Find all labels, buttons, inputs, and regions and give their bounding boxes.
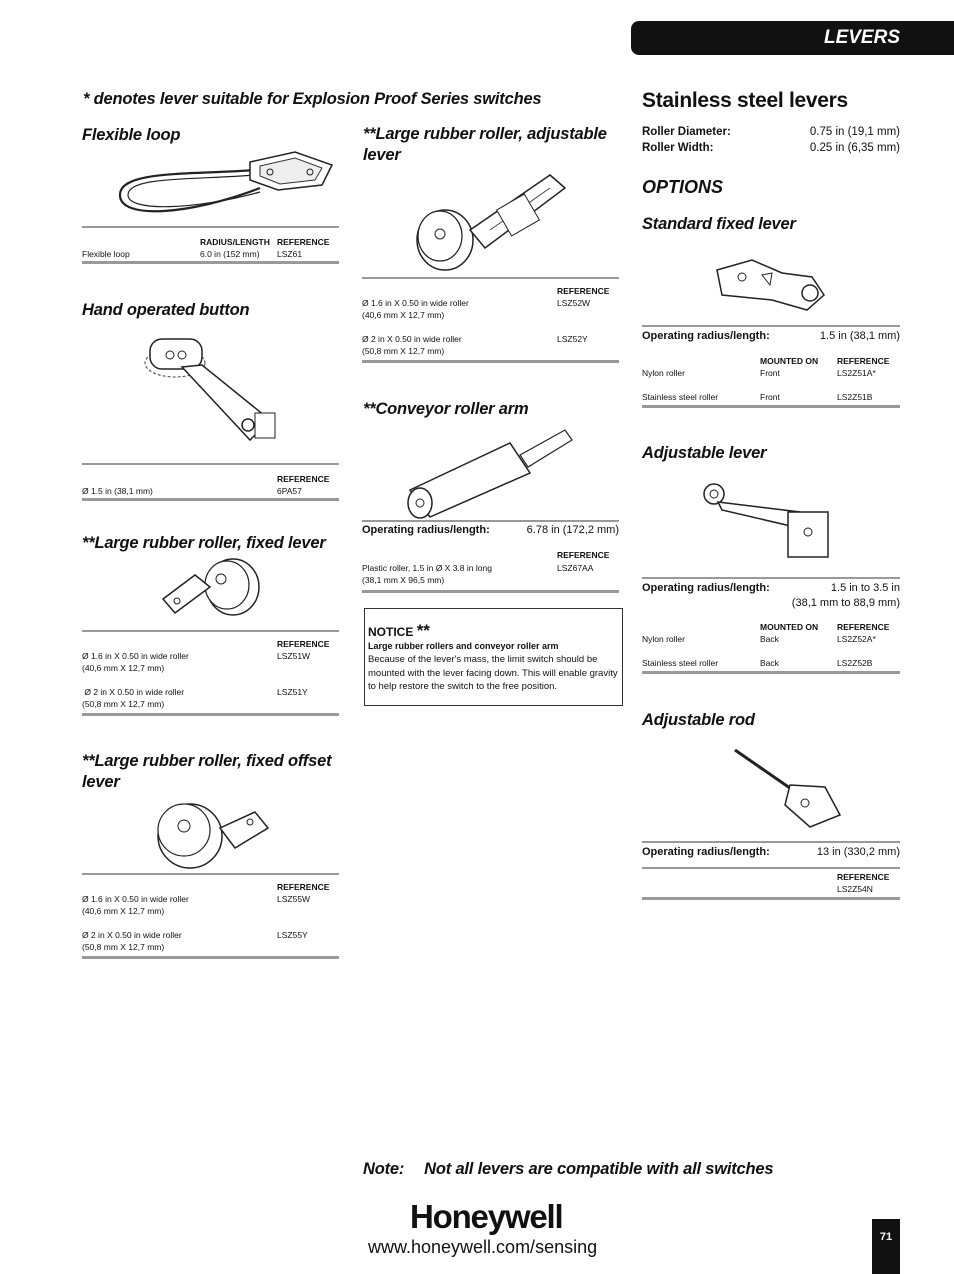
section-tab xyxy=(631,21,954,55)
rubber-adjustable-illustration xyxy=(410,170,590,280)
row-2-desc: Ø 2 in X 0.50 in wide roller xyxy=(82,930,182,940)
row-1-metric: (40,6 mm X 12,7 mm) xyxy=(362,310,445,320)
row-2-metric: (50,8 mm X 12,7 mm) xyxy=(82,699,165,709)
notice-title xyxy=(368,621,430,641)
radius-label: Operating radius/length: xyxy=(362,524,490,536)
rubber-offset-illustration xyxy=(150,800,275,870)
notice-subtitle: Large rubber rollers and conveyor roller arm xyxy=(368,641,559,651)
adjustable-rod-table xyxy=(642,841,900,900)
hand-button-title: Hand operated button xyxy=(82,301,250,319)
notice-box xyxy=(364,608,623,706)
radius-value-line2: (38,1 mm to 88,9 mm) xyxy=(791,597,900,609)
conveyor-illustration xyxy=(400,425,580,520)
page-number-box xyxy=(872,1219,900,1274)
notice-stars: ** xyxy=(416,621,430,640)
row-1-reference: LSZ55W xyxy=(277,894,311,904)
adjustable-rod-title: Adjustable rod xyxy=(642,711,755,729)
row-1-desc: Ø 1.6 in X 0.50 in wide roller xyxy=(362,298,469,308)
row-1-reference: LSZ51W xyxy=(277,651,311,661)
rubber-offset-title-line2: lever xyxy=(82,773,120,791)
compatibility-note xyxy=(363,1159,773,1180)
conveyor-table xyxy=(362,520,619,593)
radius-label: Operating radius/length: xyxy=(642,846,770,858)
col-reference: REFERENCE xyxy=(277,882,330,892)
row-2-reference: LSZ52Y xyxy=(557,334,588,344)
col-reference: REFERENCE xyxy=(837,356,890,366)
hand-button-table xyxy=(82,463,339,501)
note-label: Note: xyxy=(363,1160,405,1178)
adjustable-rod-illustration xyxy=(730,745,850,835)
row-2-metric: (50,8 mm X 12,7 mm) xyxy=(362,346,445,356)
flexible-loop-title: Flexible loop xyxy=(82,126,181,144)
col-reference: REFERENCE xyxy=(277,639,330,649)
row-reference: LSZ61 xyxy=(277,249,303,259)
roller-width-value: 0.25 in (6,35 mm) xyxy=(809,142,900,154)
section-tab-label: LEVERS xyxy=(823,27,900,48)
standard-fixed-table xyxy=(642,325,900,408)
radius-value-line1: 1.5 in to 3.5 in xyxy=(830,582,900,594)
row-1-reference: LS2Z54N xyxy=(837,884,873,894)
standard-fixed-title: Standard fixed lever xyxy=(642,215,796,233)
row-radius: 6.0 in (152 mm) xyxy=(200,249,260,259)
rubber-offset-title-line1: **Large rubber roller, fixed offset xyxy=(82,752,332,770)
roller-width-label: Roller Width: xyxy=(642,142,714,154)
row-2-mounted: Back xyxy=(760,658,779,668)
row-2-metric: (50,8 mm X 12,7 mm) xyxy=(82,942,165,952)
col-mounted: MOUNTED ON xyxy=(760,622,819,632)
col-mounted: MOUNTED ON xyxy=(760,356,819,366)
table-divider xyxy=(642,867,900,869)
rubber-adjustable-title-line2: lever xyxy=(363,146,401,164)
standard-fixed-illustration xyxy=(712,255,832,315)
row-1-name: Nylon roller xyxy=(642,634,685,644)
col-reference: REFERENCE xyxy=(277,474,330,484)
rubber-adjustable-title-line1: **Large rubber roller, adjustable xyxy=(363,125,607,143)
row-2-reference: LSZ55Y xyxy=(277,930,308,940)
rubber-fixed-table xyxy=(82,630,339,716)
page-number: 71 xyxy=(879,1231,893,1243)
row-1-reference: LS2Z51A* xyxy=(837,368,876,378)
row-1-name: Nylon roller xyxy=(642,368,685,378)
rubber-adjustable-table xyxy=(362,277,619,363)
row-name: Flexible loop xyxy=(82,249,130,259)
stainless-title: Stainless steel levers xyxy=(642,89,848,112)
row-2-desc: Ø 2 in X 0.50 in wide roller xyxy=(362,334,462,344)
row-1-reference: LSZ67AA xyxy=(557,563,594,573)
honeywell-logo: Honeywell xyxy=(410,1198,563,1235)
row-1-desc: Ø 1.6 in X 0.50 in wide roller xyxy=(82,651,189,661)
row-1-mounted: Front xyxy=(760,368,780,378)
col-reference: REFERENCE xyxy=(557,286,610,296)
row-1-metric: (40,6 mm X 12,7 mm) xyxy=(82,906,165,916)
row-name: Ø 1.5 in (38,1 mm) xyxy=(82,486,153,496)
options-title: OPTIONS xyxy=(642,177,724,197)
radius-label: Operating radius/length: xyxy=(642,582,770,594)
adjustable-lever-title: Adjustable lever xyxy=(642,444,767,462)
row-2-reference: LS2Z51B xyxy=(837,392,873,402)
roller-specs xyxy=(642,126,900,158)
row-1-desc: Plastic roller, 1.5 in Ø X 3.8 in long xyxy=(362,563,492,573)
row-2-reference: LSZ51Y xyxy=(277,687,308,697)
row-2-reference: LS2Z52B xyxy=(837,658,873,668)
flexible-loop-table xyxy=(82,226,339,264)
col-reference: REFERENCE xyxy=(277,237,330,247)
col-reference: REFERENCE xyxy=(557,550,610,560)
rubber-fixed-illustration xyxy=(155,555,265,625)
explosion-proof-note: * denotes lever suitable for Explosion Proof Series switches xyxy=(83,90,542,108)
radius-value: 6.78 in (172,2 mm) xyxy=(526,524,619,536)
flexible-loop-illustration xyxy=(110,150,340,225)
website-url[interactable]: www.honeywell.com/sensing xyxy=(368,1237,598,1257)
col-reference: REFERENCE xyxy=(837,872,890,882)
conveyor-title: **Conveyor roller arm xyxy=(363,400,529,418)
col-radius: RADIUS/LENGTH xyxy=(200,237,270,247)
row-reference: 6PA57 xyxy=(277,486,302,496)
row-1-metric: (40,6 mm X 12,7 mm) xyxy=(82,663,165,673)
row-2-mounted: Front xyxy=(760,392,780,402)
roller-diameter-value: 0.75 in (19,1 mm) xyxy=(809,126,900,138)
adjustable-lever-table xyxy=(642,577,900,674)
row-1-desc: Ø 1.6 in X 0.50 in wide roller xyxy=(82,894,189,904)
notice-title-text: NOTICE xyxy=(368,625,414,639)
row-2-name: Stainless steel roller xyxy=(642,392,719,402)
hand-button-illustration xyxy=(130,325,290,455)
radius-label: Operating radius/length: xyxy=(642,330,770,342)
radius-value: 13 in (330,2 mm) xyxy=(816,846,900,858)
row-1-reference: LSZ52W xyxy=(557,298,591,308)
row-2-desc: Ø 2 in X 0.50 in wide roller xyxy=(82,687,185,697)
row-1-mounted: Back xyxy=(760,634,779,644)
rubber-offset-title xyxy=(82,751,331,793)
radius-value: 1.5 in (38,1 mm) xyxy=(819,330,900,342)
adjustable-lever-illustration xyxy=(700,482,840,567)
rubber-fixed-title: **Large rubber roller, fixed lever xyxy=(82,534,326,552)
notice-body: Because of the lever's mass, the limit switch should be mounted with the lever facing down. This will enable gravity to help restore the switch to the free position. xyxy=(368,654,618,692)
note-text: Not all levers are compatible with all switches xyxy=(424,1160,774,1178)
rubber-adjustable-title xyxy=(363,124,607,166)
row-1-metric: (38,1 mm X 96,5 mm) xyxy=(362,575,445,585)
col-reference: REFERENCE xyxy=(837,622,890,632)
row-2-name: Stainless steel roller xyxy=(642,658,719,668)
rubber-offset-table xyxy=(82,873,339,959)
row-1-reference: LS2Z52A* xyxy=(837,634,876,644)
roller-diameter-label: Roller Diameter: xyxy=(642,126,731,138)
